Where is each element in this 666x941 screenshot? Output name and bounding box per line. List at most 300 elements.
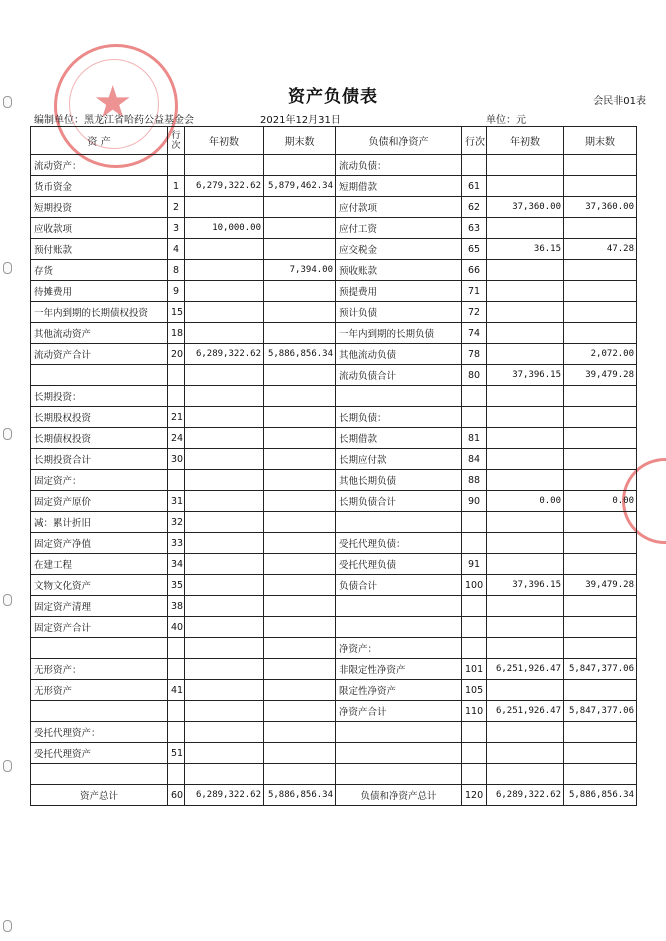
liability-begin [487,449,564,470]
liability-end [564,302,637,323]
asset-label: 受托代理资产： [31,722,168,743]
table-row [31,218,637,239]
table-row [31,638,637,659]
asset-end: 7,394.00 [264,260,336,281]
table-row [31,680,637,701]
liability-rownum [462,407,487,428]
liability-begin [487,302,564,323]
liability-label: 一年内到期的长期负债 [336,323,462,344]
asset-end [264,512,336,533]
liability-begin: 37,360.00 [487,197,564,218]
asset-rownum [168,638,185,659]
liability-rownum: 78 [462,344,487,365]
liability-rownum [462,533,487,554]
liability-begin: 6,289,322.62 [487,785,564,806]
liability-rownum: 63 [462,218,487,239]
asset-rownum: 3 [168,218,185,239]
liability-end [564,386,637,407]
asset-rownum [168,386,185,407]
liability-label: 流动负债： [336,155,462,176]
liability-label [336,617,462,638]
asset-rownum: 60 [168,785,185,806]
liability-label: 应付款项 [336,197,462,218]
header-liability: 负债和净资产 [336,127,462,155]
table-row [31,470,637,491]
asset-end: 5,886,856.34 [264,785,336,806]
asset-begin [185,386,264,407]
liability-rownum [462,386,487,407]
asset-rownum: 4 [168,239,185,260]
asset-begin [185,428,264,449]
liability-rownum: 61 [462,176,487,197]
asset-label [31,638,168,659]
asset-rownum: 33 [168,533,185,554]
liability-end [564,638,637,659]
asset-rownum: 2 [168,197,185,218]
asset-rownum: 51 [168,743,185,764]
asset-begin [185,239,264,260]
liability-begin [487,554,564,575]
liability-end [564,722,637,743]
asset-label [31,701,168,722]
table-row [31,701,637,722]
asset-end [264,428,336,449]
currency-unit: 单位：元 [486,115,526,126]
liability-label [336,596,462,617]
liability-begin [487,260,564,281]
asset-end [264,449,336,470]
report-date: 2021年12月31日 [260,115,341,126]
asset-end [264,722,336,743]
table-header-row [31,127,637,155]
liability-label: 净资产： [336,638,462,659]
liability-end: 5,886,856.34 [564,785,637,806]
asset-label: 固定资产合计 [31,617,168,638]
asset-end [264,680,336,701]
asset-begin [185,533,264,554]
asset-begin [185,554,264,575]
liability-begin [487,470,564,491]
header-end: 期末数 [264,127,336,155]
asset-label: 长期投资： [31,386,168,407]
liability-rownum: 66 [462,260,487,281]
liability-end: 5,847,377.06 [564,659,637,680]
table-row [31,428,637,449]
asset-end [264,575,336,596]
liability-begin [487,428,564,449]
asset-label [31,764,168,785]
asset-label: 固定资产净值 [31,533,168,554]
liability-end [564,554,637,575]
asset-label: 长期股权投资 [31,407,168,428]
table-row [31,764,637,785]
asset-rownum: 24 [168,428,185,449]
liability-rownum: 105 [462,680,487,701]
asset-label: 预付账款 [31,239,168,260]
asset-end [264,281,336,302]
asset-rownum: 15 [168,302,185,323]
asset-label: 货币资金 [31,176,168,197]
asset-begin [185,680,264,701]
liability-rownum: 110 [462,701,487,722]
liability-begin [487,638,564,659]
table-row [31,176,637,197]
asset-label: 在建工程 [31,554,168,575]
asset-begin [185,764,264,785]
liability-begin: 37,396.15 [487,365,564,386]
liability-rownum: 72 [462,302,487,323]
balance-sheet-table [30,126,637,806]
asset-label: 待摊费用 [31,281,168,302]
liability-label: 流动负债合计 [336,365,462,386]
asset-rownum: 20 [168,344,185,365]
asset-end [264,491,336,512]
liability-begin [487,533,564,554]
liability-label: 限定性净资产 [336,680,462,701]
liability-label: 预计负债 [336,302,462,323]
table-row [31,743,637,764]
liability-label: 净资产合计 [336,701,462,722]
asset-rownum: 35 [168,575,185,596]
asset-rownum [168,659,185,680]
liability-begin [487,344,564,365]
asset-end [264,407,336,428]
asset-label: 固定资产清理 [31,596,168,617]
asset-begin [185,617,264,638]
header-rownum2: 行次 [462,127,487,155]
asset-begin [185,449,264,470]
asset-end [264,386,336,407]
asset-rownum: 9 [168,281,185,302]
liability-rownum: 65 [462,239,487,260]
liability-label: 受托代理负债 [336,554,462,575]
binder-hole [3,428,12,440]
liability-begin: 36.15 [487,239,564,260]
liability-begin [487,743,564,764]
asset-end [264,365,336,386]
table-row [31,449,637,470]
liability-label: 应交税金 [336,239,462,260]
asset-label: 无形资产： [31,659,168,680]
liability-label: 长期负债： [336,407,462,428]
table-row [31,197,637,218]
table-row [31,239,637,260]
liability-begin [487,407,564,428]
asset-rownum [168,722,185,743]
liability-begin: 6,251,926.47 [487,701,564,722]
asset-begin [185,197,264,218]
asset-begin: 10,000.00 [185,218,264,239]
liability-begin [487,176,564,197]
liability-end [564,407,637,428]
asset-begin [185,659,264,680]
asset-begin [185,722,264,743]
asset-end [264,638,336,659]
asset-end [264,617,336,638]
asset-begin [185,323,264,344]
liability-begin [487,680,564,701]
binder-hole [3,594,12,606]
liability-end [564,680,637,701]
asset-begin [185,260,264,281]
liability-label: 应付工资 [336,218,462,239]
liability-begin [487,281,564,302]
binder-hole [3,920,12,932]
header-begin: 年初数 [185,127,264,155]
asset-rownum [168,365,185,386]
asset-begin [185,491,264,512]
asset-label: 长期债权投资 [31,428,168,449]
liability-rownum: 88 [462,470,487,491]
asset-label: 无形资产 [31,680,168,701]
asset-rownum [168,701,185,722]
liability-label: 短期借款 [336,176,462,197]
asset-rownum [168,470,185,491]
asset-begin [185,407,264,428]
table-row [31,596,637,617]
liability-label: 受托代理负债： [336,533,462,554]
table-row [31,554,637,575]
asset-label: 固定资产： [31,470,168,491]
liability-label: 负债和净资产总计 [336,785,462,806]
liability-rownum: 81 [462,428,487,449]
asset-begin [185,302,264,323]
asset-begin: 6,289,322.62 [185,344,264,365]
liability-end: 37,360.00 [564,197,637,218]
asset-end: 5,879,462.34 [264,176,336,197]
liability-begin [487,617,564,638]
asset-end [264,155,336,176]
liability-end [564,617,637,638]
seal-star-icon: ★ [93,77,133,128]
table-row [31,491,637,512]
asset-label: 固定资产原价 [31,491,168,512]
asset-end [264,701,336,722]
liability-rownum: 90 [462,491,487,512]
liability-label [336,764,462,785]
asset-end [264,323,336,344]
header-asset: 资 产 [31,127,168,155]
liability-end [564,260,637,281]
table-row [31,722,637,743]
asset-rownum [168,764,185,785]
liability-label [336,722,462,743]
total-row [31,785,637,806]
asset-rownum: 21 [168,407,185,428]
liability-end [564,743,637,764]
table-row [31,617,637,638]
table-row [31,155,637,176]
asset-begin [185,596,264,617]
table-row [31,281,637,302]
liability-rownum: 100 [462,575,487,596]
liability-label: 非限定性净资产 [336,659,462,680]
liability-rownum [462,638,487,659]
asset-begin [185,281,264,302]
asset-end [264,764,336,785]
liability-end [564,323,637,344]
liability-label: 预收账款 [336,260,462,281]
liability-begin [487,512,564,533]
liability-end [564,176,637,197]
liability-begin [487,218,564,239]
asset-label: 流动资产合计 [31,344,168,365]
liability-end [564,218,637,239]
liability-label: 预提费用 [336,281,462,302]
asset-begin [185,365,264,386]
liability-label: 长期应付款 [336,449,462,470]
asset-begin [185,512,264,533]
asset-begin [185,743,264,764]
liability-end [564,281,637,302]
asset-label: 短期投资 [31,197,168,218]
asset-rownum: 8 [168,260,185,281]
asset-rownum: 30 [168,449,185,470]
liability-end: 47.28 [564,239,637,260]
table-row [31,260,637,281]
asset-end [264,218,336,239]
asset-end [264,302,336,323]
asset-end [264,596,336,617]
asset-rownum [168,155,185,176]
liability-rownum: 84 [462,449,487,470]
liability-end [564,449,637,470]
table-row [31,575,637,596]
table-row [31,386,637,407]
asset-begin: 6,279,322.62 [185,176,264,197]
liability-begin [487,386,564,407]
liability-label: 其他流动负债 [336,344,462,365]
asset-rownum: 34 [168,554,185,575]
table-row [31,302,637,323]
liability-rownum: 101 [462,659,487,680]
liability-rownum: 74 [462,323,487,344]
liability-rownum [462,596,487,617]
liability-label [336,512,462,533]
liability-rownum [462,512,487,533]
liability-end: 0.00 [564,491,637,512]
liability-end [564,470,637,491]
liability-begin [487,596,564,617]
form-code: 会民非01表 [593,96,646,107]
liability-begin [487,722,564,743]
asset-begin [185,470,264,491]
asset-label: 存货 [31,260,168,281]
header-rownum: 行次 [168,127,185,155]
liability-end [564,428,637,449]
liability-rownum [462,743,487,764]
liability-begin: 37,396.15 [487,575,564,596]
binder-hole [3,760,12,772]
table-row [31,659,637,680]
asset-rownum: 40 [168,617,185,638]
liability-rownum: 62 [462,197,487,218]
liability-rownum: 80 [462,365,487,386]
liability-begin: 6,251,926.47 [487,659,564,680]
liability-label: 长期负债合计 [336,491,462,512]
table-row [31,533,637,554]
table-row [31,365,637,386]
table-row [31,407,637,428]
table-row [31,512,637,533]
table-row [31,344,637,365]
asset-rownum: 41 [168,680,185,701]
liability-rownum: 91 [462,554,487,575]
asset-label: 应收款项 [31,218,168,239]
asset-label: 文物文化资产 [31,575,168,596]
liability-end [564,512,637,533]
liability-end: 5,847,377.06 [564,701,637,722]
liability-begin [487,764,564,785]
asset-begin [185,638,264,659]
liability-end [564,155,637,176]
liability-label [336,386,462,407]
asset-rownum: 1 [168,176,185,197]
liability-begin: 0.00 [487,491,564,512]
liability-rownum: 71 [462,281,487,302]
asset-begin [185,575,264,596]
liability-end [564,764,637,785]
asset-label: 资产总计 [31,785,168,806]
liability-rownum [462,617,487,638]
asset-end: 5,886,856.34 [264,344,336,365]
asset-begin [185,701,264,722]
liability-end: 39,479.28 [564,575,637,596]
asset-end [264,239,336,260]
liability-end [564,596,637,617]
asset-label [31,365,168,386]
asset-end [264,470,336,491]
asset-rownum: 32 [168,512,185,533]
header-begin2: 年初数 [487,127,564,155]
asset-begin [185,155,264,176]
header-end2: 期末数 [564,127,637,155]
liability-end: 39,479.28 [564,365,637,386]
asset-end [264,533,336,554]
asset-begin: 6,289,322.62 [185,785,264,806]
liability-label: 长期借款 [336,428,462,449]
asset-label: 流动资产： [31,155,168,176]
reporting-unit: 编制单位：黑龙江省哈药公益基金会 [34,115,194,126]
asset-label: 其他流动资产 [31,323,168,344]
asset-rownum: 18 [168,323,185,344]
liability-label: 其他长期负债 [336,470,462,491]
asset-end [264,197,336,218]
asset-end [264,743,336,764]
liability-rownum [462,155,487,176]
liability-label: 负债合计 [336,575,462,596]
liability-begin [487,323,564,344]
asset-label: 长期投资合计 [31,449,168,470]
asset-label: 减：累计折旧 [31,512,168,533]
liability-begin [487,155,564,176]
liability-rownum [462,764,487,785]
asset-end [264,554,336,575]
asset-label: 受托代理资产 [31,743,168,764]
table-row [31,323,637,344]
liability-end [564,533,637,554]
liability-label [336,743,462,764]
binder-hole [3,262,12,274]
asset-rownum: 31 [168,491,185,512]
asset-end [264,659,336,680]
asset-label: 一年内到期的长期债权投资 [31,302,168,323]
page-title: 资产负债表 [288,87,378,107]
liability-end: 2,072.00 [564,344,637,365]
asset-rownum: 38 [168,596,185,617]
liability-rownum [462,722,487,743]
liability-rownum: 120 [462,785,487,806]
